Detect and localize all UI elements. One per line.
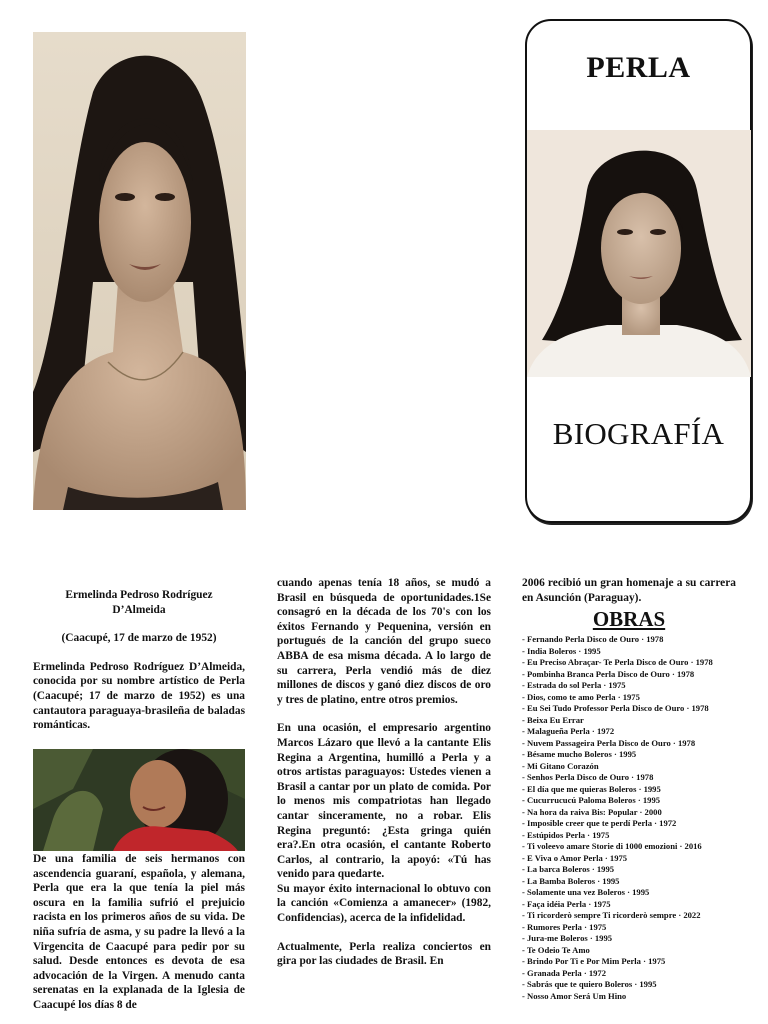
work-item: - Solamente una vez Boleros · 1995 (522, 887, 650, 898)
work-item: - Sabrás que te quiero Boleros · 1995 (522, 979, 657, 990)
work-item: - Nosso Amor Será Um Hino (522, 990, 627, 1001)
work-item: - Senhos Perla Disco de Ouro · 1978 (522, 772, 654, 783)
work-item: - Te Odeio Te Amo (522, 944, 590, 955)
work-item: - Imposible creer que te perdí Perla · 1972 (522, 818, 677, 829)
work-item: - La barca Boleros · 1995 (522, 864, 615, 875)
anecdote-paragraph: En una ocasión, el empresario argentino Marcos Lázaro que llevó a la cantante Elis Regina a Argentina, humilló a Perla y a otros artistas paraguayos: Ustedes vienen a Brasil a cantar por un plato de comida. Por lo menos mis compatriotas han llegado cantar sinceramente, no a robar. Elis Regina preguntó: ¿Esta gringa quién era?.En otra ocasión, el cantante Roberto Carlos, al contrario, la apoyó: «Tú has venido para quedarte. (277, 722, 491, 881)
tribute-paragraph: 2006 recibió un gran homenaje a su carrera en Asunción (Paraguay). (522, 577, 736, 604)
full-name-line-2: D’Almeida (112, 603, 166, 616)
main-portrait-photo (33, 32, 246, 510)
cover-subtitle: BIOGRAFÍA (552, 416, 725, 451)
work-item: - Estrada do sol Perla · 1975 (522, 680, 626, 691)
career-paragraph: cuando apenas tenía 18 años, se mudó a Brasil en búsqueda de oportunidades.1Se consagró en la década de los 70's con los éxitos Fernando y Pequenina, versión en portugués de la canción del grupo sueco ABBA de esa misma década. A lo largo de su carrera, Perla vendió más de diez millones de discos y ganó diez discos de oro y tres de platino, entre otros premios. (277, 577, 491, 706)
family-paragraph: De una familia de seis hermanos con ascendencia guaraní, española, y alemana, Perla que era la que tenía la piel más oscura en la familia sufrió el prejuicio racista en los primeros años de su vida. De niña sufría de asma, y su padre la llevó a la Virgencita de Caacupé para pedir por su salud. Desde entonces es devota de esa advocación de la Virgen. A menudo canta serenatas en la explanada de la Iglesia de Caacupé los días 8 de (33, 853, 245, 1011)
recent-portrait-photo (33, 749, 245, 851)
work-item: - Nuvem Passageira Perla Disco de Ouro · 1978 (522, 737, 696, 748)
current-activity-paragraph: Actualmente, Perla realiza conciertos en gira por las ciudades de Brasil. En (277, 940, 491, 968)
work-item: - La Bamba Boleros · 1995 (522, 875, 620, 886)
hit-paragraph: Su mayor éxito internacional lo obtuvo con la canción «Comienza a amanecer» (1982, Confidencias), acerca de la infidelidad. (277, 882, 491, 925)
work-item: - Bésame mucho Boleros · 1995 (522, 749, 637, 760)
column-two (277, 576, 491, 969)
column-one (33, 588, 245, 733)
work-item: - Cucurrucucú Paloma Boleros · 1995 (522, 795, 661, 806)
work-item: - Faça idéia Perla · 1975 (522, 898, 611, 909)
work-item: - Fernando Perla Disco de Ouro · 1978 (522, 634, 664, 645)
work-item: - Ti ricorderò sempre Ti ricorderò sempre · 2022 (522, 910, 701, 921)
work-item: - Pombinha Branca Perla Disco de Ouro · 1978 (522, 668, 695, 679)
work-item: - Granada Perla · 1972 (522, 967, 607, 978)
intro-paragraph: Ermelinda Pedroso Rodríguez D’Almeida, conocida por su nombre artístico de Perla (Caacupé; 17 de marzo de 1952) es una cantautora paraguaya-brasileña de baladas románticas. (33, 660, 245, 732)
work-item: - Ti voleevo amare Storie di 1000 emozioni · 2016 (522, 841, 702, 852)
work-item: - Eu Preciso Abraçar- Te Perla Disco de Ouro · 1978 (522, 657, 713, 668)
work-item: - Dios, como te amo Perla · 1975 (522, 691, 640, 702)
full-name-line-1: Ermelinda Pedroso Rodríguez (65, 589, 213, 601)
work-item: - Beixa Eu Errar (522, 714, 584, 725)
work-item: - Jura-me Boleros · 1995 (522, 933, 613, 944)
work-item: - Eu Sei Tudo Professor Perla Disco de Ouro · 1978 (522, 703, 709, 714)
work-item: - India Boleros · 1995 (522, 645, 601, 656)
work-item: - El día que me quieras Boleros · 1995 (522, 783, 661, 794)
cover-portrait-photo (527, 130, 751, 377)
work-item: - Mi Gitano Corazón (522, 760, 599, 771)
work-item: - Brindo Por Ti e Por Mim Perla · 1975 (522, 956, 666, 967)
column-three (522, 576, 736, 1002)
work-item: - Estúpidos Perla · 1975 (522, 829, 610, 840)
birth-info: (Caacupé, 17 de marzo de 1952) (61, 632, 217, 645)
work-item: - Na hora da raiva Bis: Popular · 2000 (522, 806, 662, 817)
works-list (522, 634, 736, 1002)
work-item: - E Viva o Amor Perla · 1975 (522, 852, 628, 863)
cover-title: PERLA (586, 51, 691, 84)
work-item: - Malagueña Perla · 1972 (522, 726, 615, 737)
work-item: - Rumores Perla · 1975 (522, 921, 607, 932)
works-heading: OBRAS (592, 607, 666, 632)
